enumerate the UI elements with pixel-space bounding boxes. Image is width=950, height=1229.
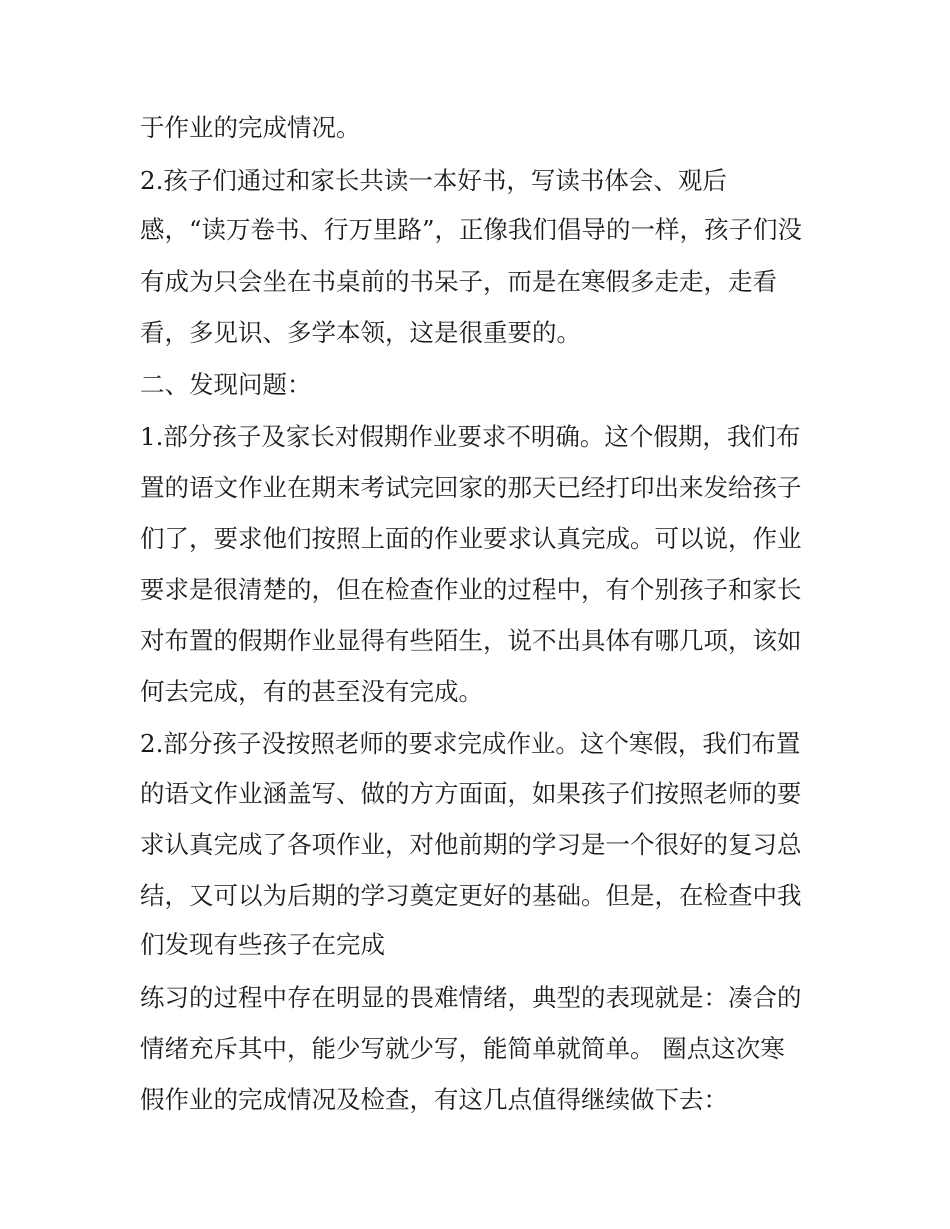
text-line: 情绪充斥其中，能少写就少写，能简单就简单。 圈点这次寒 xyxy=(140,1034,785,1063)
text-line: 对布置的假期作业显得有些陌生，说不出具体有哪几项，该如 xyxy=(140,626,802,655)
section-heading: 二、发现问题： xyxy=(140,370,312,399)
text-line: 有成为只会坐在书桌前的书呆子，而是在寒假多走走，走看 xyxy=(140,267,777,296)
text-line: 1.部分孩子及家长对假期作业要求不明确。这个假期，我们布 xyxy=(140,422,801,451)
text-line: 求认真完成了各项作业，对他前期的学习是一个很好的复习总 xyxy=(140,830,802,859)
text-line: 们了，要求他们按照上面的作业要求认真完成。可以说，作业 xyxy=(140,524,802,553)
text-line: 的语文作业涵盖写、做的方方面面，如果孩子们按照老师的要 xyxy=(140,779,802,808)
text-line: 于作业的完成情况。 xyxy=(140,113,361,142)
text-line: 感，“读万卷书、行万里路”，正像我们倡导的一样，孩子们没 xyxy=(140,215,803,244)
text-line: 们发现有些孩子在完成 xyxy=(140,930,385,959)
text-line: 置的语文作业在期末考试完回家的那天已经打印出来发给孩子 xyxy=(140,473,802,502)
text-line: 练习的过程中存在明显的畏难情绪，典型的表现就是：凑合的 xyxy=(140,983,802,1012)
text-line: 2.孩子们通过和家长共读一本好书，写读书体会、观后 xyxy=(140,166,727,195)
text-line: 看，多见识、多学本领，这是很重要的。 xyxy=(140,318,581,347)
text-line: 要求是很清楚的，但在检查作业的过程中，有个别孩子和家长 xyxy=(140,575,802,604)
text-line: 结，又可以为后期的学习奠定更好的基础。但是，在检查中我 xyxy=(140,881,802,910)
text-line: 何去完成，有的甚至没有完成。 xyxy=(140,677,483,706)
text-line: 假作业的完成情况及检查，有这几点值得继续做下去： xyxy=(140,1085,728,1114)
text-line: 2.部分孩子没按照老师的要求完成作业。这个寒假，我们布置 xyxy=(140,729,801,758)
